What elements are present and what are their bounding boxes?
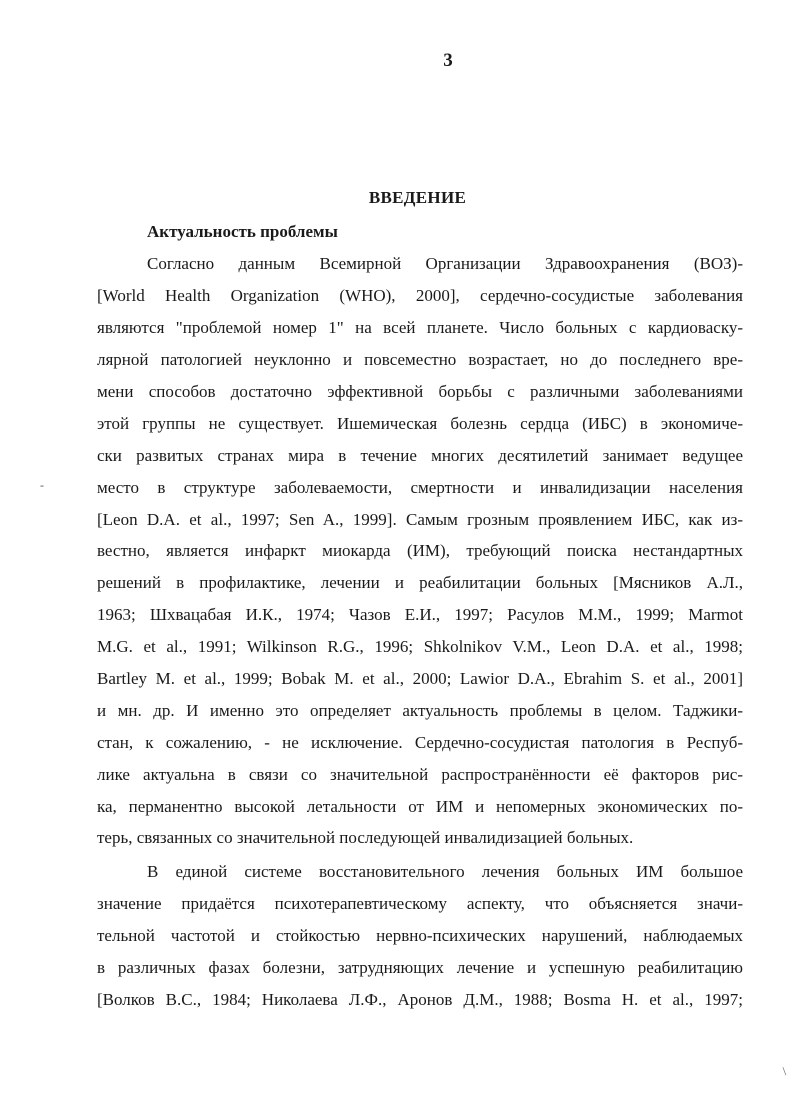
paragraph-1-line: Bartley M. et al., 1999; Bobak M. et al., 2000; Lawior D.A., Ebrahim S. et al., 2001] [97,669,743,688]
paragraph-1-line: место в структуре заболеваемости, смертности и инвалидизации населения [97,478,743,497]
paragraph-1-line: [World Health Organization (WHO), 2000], сердечно-сосудистые заболевания [97,286,743,305]
paragraph-2-line: [Волков В.С., 1984; Николаева Л.Ф., Аронов Д.М., 1988; Bosma H. et al., 1997; [97,990,743,1009]
paragraph-1-line: мени способов достаточно эффективной борьбы с различными заболеваниями [97,382,743,401]
paragraph-1-line: и мн. др. И именно это определяет актуальность проблемы в целом. Таджики- [97,701,743,720]
paragraph-1-line: [Leon D.A. et al., 1997; Sen A., 1999]. Самым грозным проявлением ИБС, как из- [97,510,743,529]
paragraph-1-line: Согласно данным Всемирной Организации Здравоохранения (ВОЗ)- [147,254,743,273]
paragraph-1-line: 1963; Шхвацабая И.К., 1974; Чазов Е.И., 1997; Расулов М.М., 1999; Marmot [97,605,743,624]
paragraph-2-line: значение придаётся психотерапевтическому аспекту, что объясняется значи- [97,894,743,913]
page-number: 3 [443,50,453,71]
scan-artifact-stroke: / [778,1064,791,1078]
paragraph-2-line: В единой системе восстановительного лечения больных ИМ большое [147,862,743,881]
paragraph-1-line: M.G. et al., 1991; Wilkinson R.G., 1996; Shkolnikov V.M., Leon D.A. et al., 1998; [97,637,743,656]
paragraph-1-line: решений в профилактике, лечении и реабилитации больных [Мясников А.Л., [97,573,743,592]
section-title: ВВЕДЕНИЕ [368,188,467,207]
section-subtitle: Актуальность проблемы [147,222,338,241]
paragraph-1-line: этой группы не существует. Ишемическая болезнь сердца (ИБС) в экономиче- [97,414,743,433]
paragraph-1-line: вестно, является инфаркт миокарда (ИМ), требующий поиска нестандартных [97,541,743,560]
paragraph-1-line: терь, связанных со значительной последующей инвалидизацией больных. [97,828,634,847]
paragraph-1-line: стан, к сожалению, - не исключение. Сердечно-сосудистая патология в Респуб- [97,733,743,752]
paragraph-1-line: лярной патологией неуклонно и повсеместно возрастает, но до последнего вре- [97,350,743,369]
paragraph-1-line: лике актуальна в связи со значительной распространённости её факторов рис- [97,765,743,784]
paragraph-2-line: тельной частотой и стойкостью нервно-психических нарушений, наблюдаемых [97,926,743,945]
paragraph-2-line: в различных фазах болезни, затрудняющих лечение и успешную реабилитацию [97,958,743,977]
paragraph-1-line: являются "проблемой номер 1" на всей планете. Число больных с кардиоваску- [97,318,743,337]
paragraph-1-line: ски развитых странах мира в течение многих десятилетий занимает ведущее [97,446,743,465]
paragraph-1-line: ка, перманентно высокой летальности от ИМ и непомерных экономических по- [97,797,743,816]
scan-artifact-dash: - [40,478,44,492]
